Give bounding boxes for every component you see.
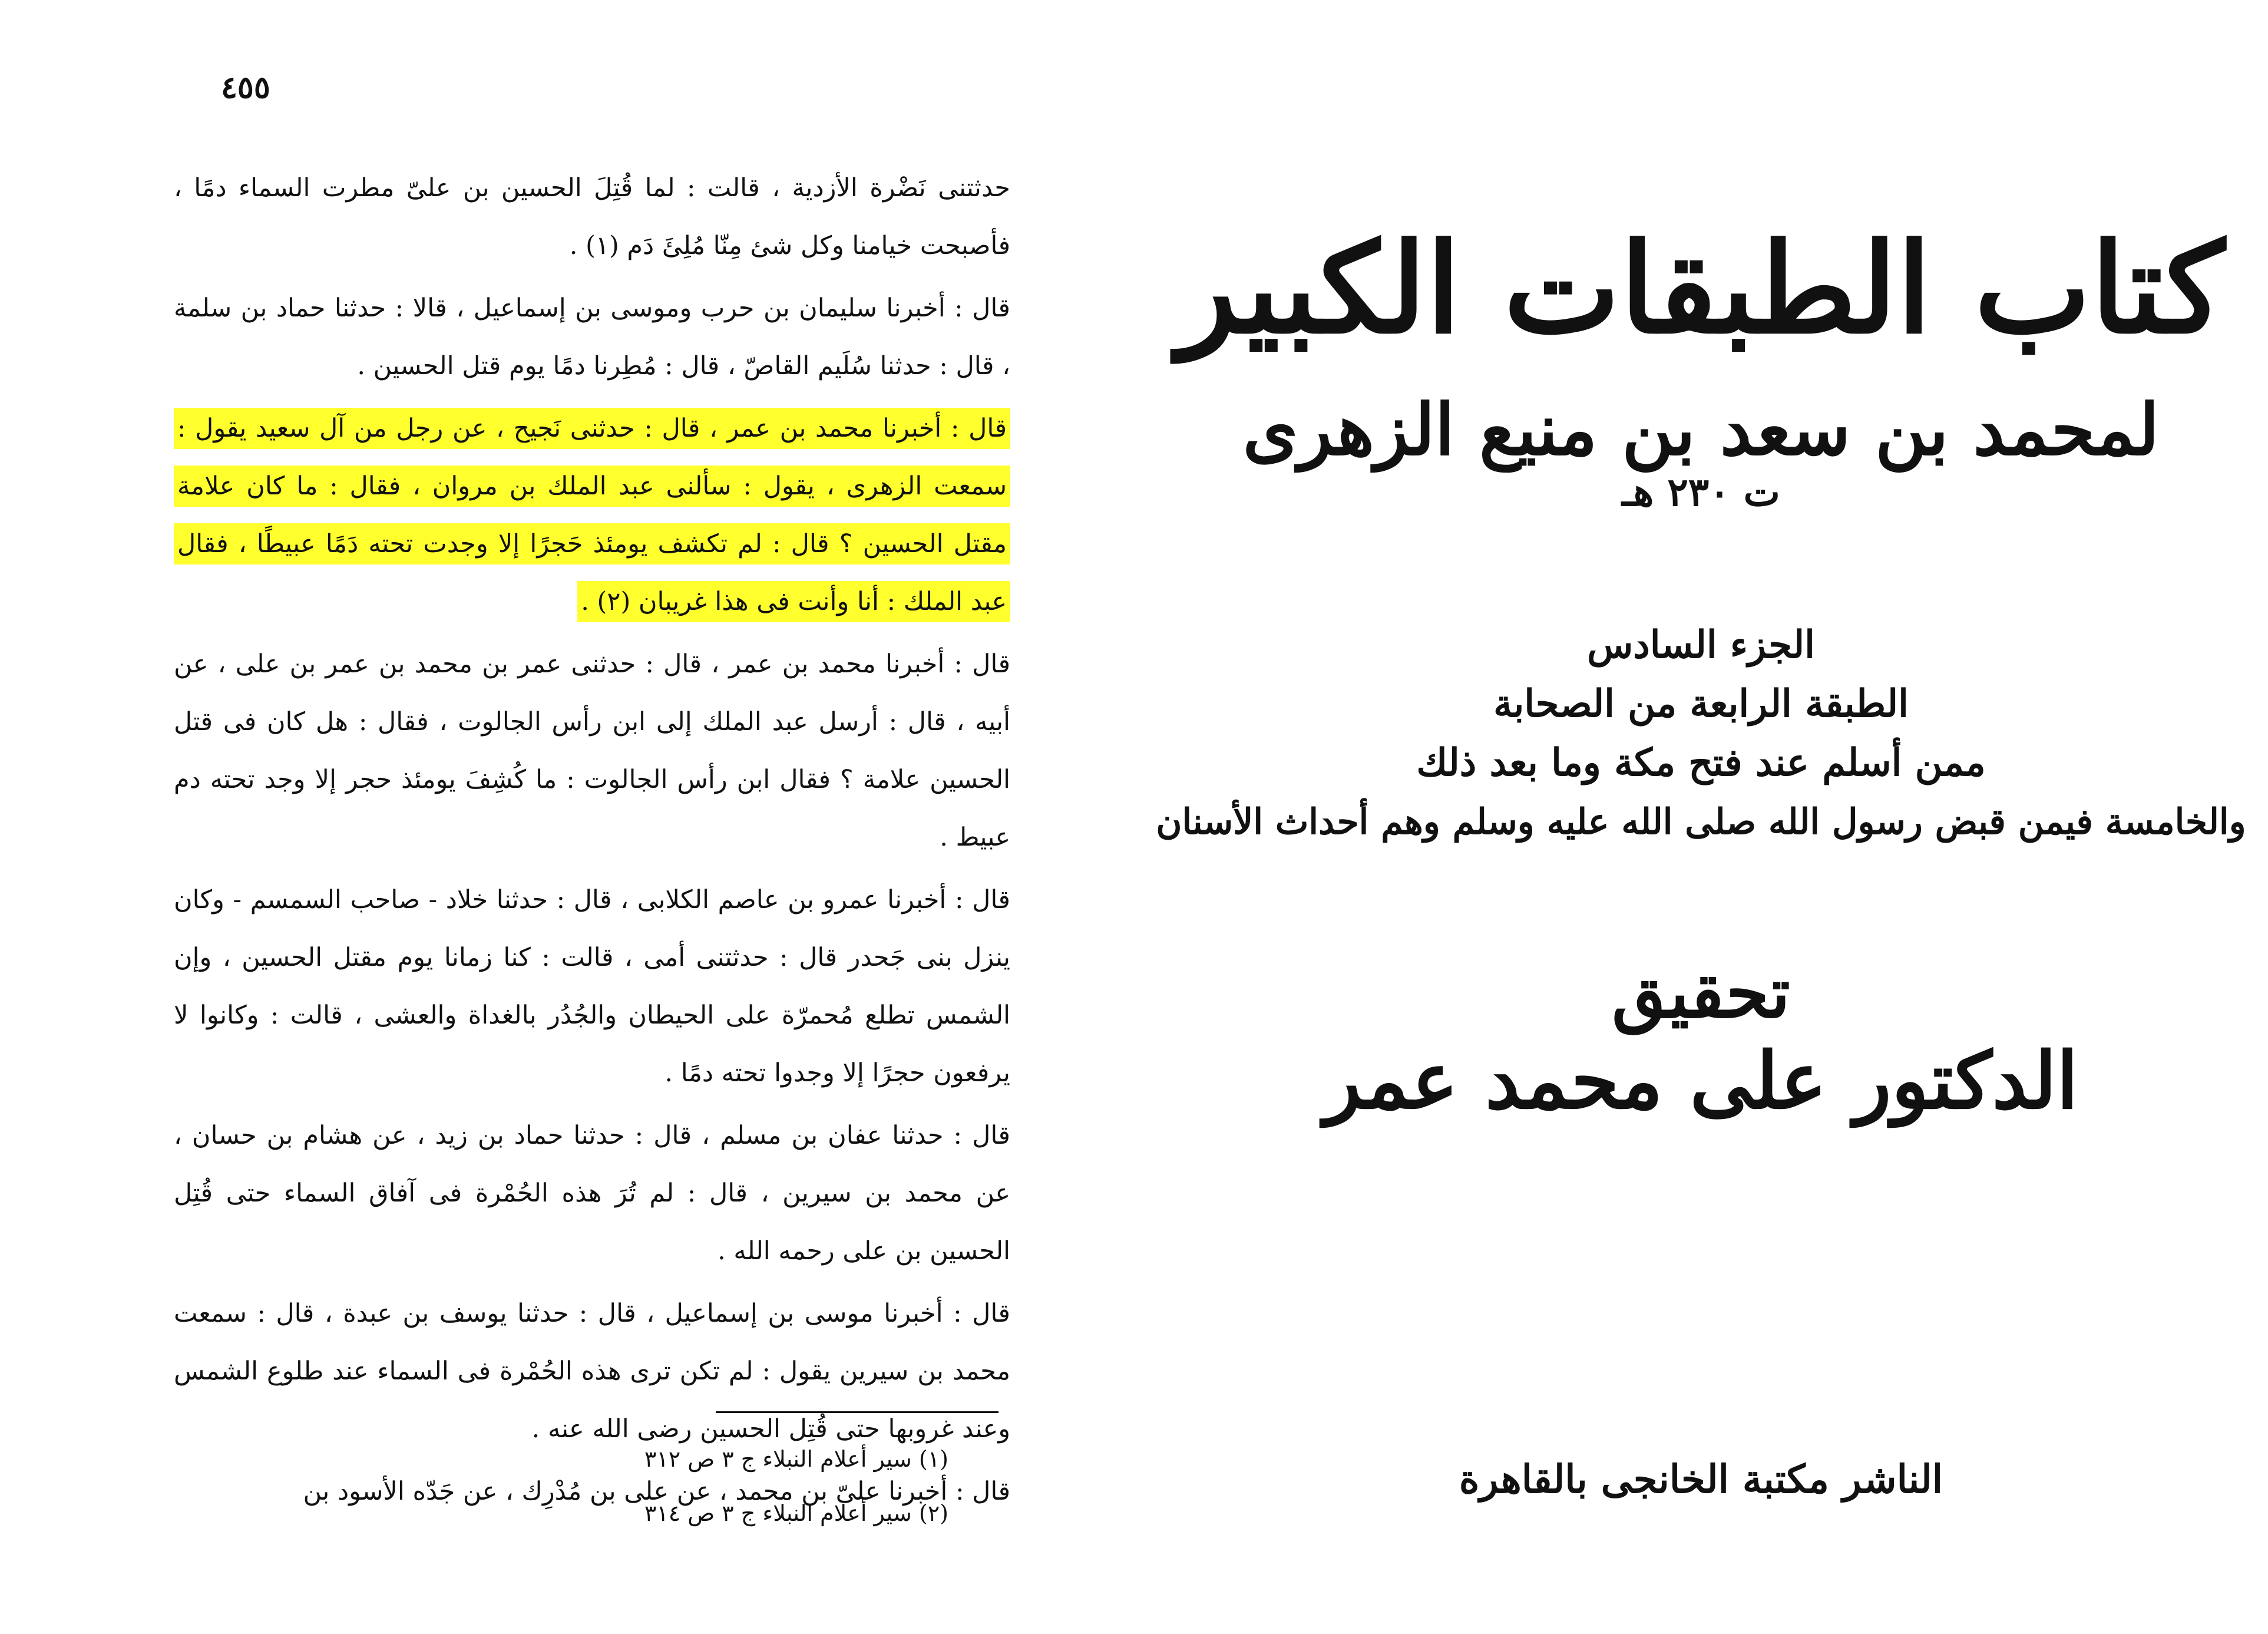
book-title: كتاب الطبقات الكبير (1177, 216, 2225, 361)
paragraph: قال : حدثنا عفان بن مسلم ، قال : حدثنا حماد بن زيد ، عن هشام بن حسان ، عن محمد بن سيرين ، قال : لم تُرَ هذه الحُمْرة فى آفاق السماء حتى قُتِل الحسين بن على رحمه الله . (174, 1121, 1010, 1266)
editor-label: تحقيق (1612, 952, 1790, 1034)
subtitle-line: والخامسة فيمن قبض رسول الله صلى الله عليه وسلم وهم أحداث الأسنان (1156, 801, 2246, 843)
paragraph: قال : أخبرنا علىّ بن محمد ، عن على بن مُدْرِك ، عن جَدّه الأسود بن (303, 1477, 1010, 1506)
footnote: (٢) سير أعلام النبلاء ج ٣ ص ٣١٤ (644, 1500, 948, 1526)
footnote-divider (716, 1411, 999, 1413)
paragraph: حدثتنى نَضْرة الأزدية ، قالت : لما قُتِلَ الحسين بن علىّ مطرت السماء دمًا ، فأصبحت خيامنا وكل شئ مِنّا مُلِئَ دَم (١) . (174, 173, 1010, 260)
footnotes (607, 1432, 948, 1540)
volume-label: الجزء السادس (1587, 623, 1815, 667)
highlighted-paragraph (174, 400, 1010, 631)
footnote: (١) سير أعلام النبلاء ج ٣ ص ٣١٢ (644, 1446, 948, 1472)
subtitle-line: ممن أسلم عند فتح مكة وما بعد ذلك (1416, 741, 1986, 785)
right-page (1134, 0, 2268, 1634)
publisher: الناشر مكتبة الخانجى بالقاهرة (1459, 1456, 1943, 1502)
death-year: ت ٢٣٠ هـ (1622, 469, 1780, 515)
paragraph: قال : أخبرنا محمد بن عمر ، قال : حدثنى عمر بن محمد بن عمر بن على ، عن أبيه ، قال : أرسل عبد الملك إلى ابن رأس الجالوت ، فقال : هل كان فى قتل الحسين علامة ؟ فقال ابن رأس الجالوت : ما كُشِفَ يومئذ حجر إلا وجد تحته دم عبيط . (174, 649, 1010, 852)
editor-name: الدكتور على محمد عمر (1324, 1035, 2078, 1127)
paragraph: قال : أخبرنا موسى بن إسماعيل ، قال : حدثنا يوسف بن عبدة ، قال : سمعت محمد بن سيرين يقول : لم تكن ترى هذه الحُمْرة فى السماء عند طلوع الشمس وعند غروبها حتى قُتِل الحسين رضى الله عنه . (174, 1299, 1010, 1444)
author-name: لمحمد بن سعد بن منيع الزهرى (1242, 388, 2160, 471)
highlight-mark: قال : أخبرنا محمد بن عمر ، قال : حدثنى نَجيح ، عن رجل من آل سعيد يقول : سمعت الزهرى ، يقول : سألنى عبد الملك بن مروان ، فقال : ما كان علامة مقتل الحسين ؟ قال : لم تكشف يومئذ حَجرًا إلا وجدت تحته دَمًا عبيطًا ، فقال عبد الملك : أنا وأنت فى هذا غريبان (٢) . (174, 408, 1010, 622)
subtitle-line: الطبقة الرابعة من الصحابة (1493, 682, 1909, 726)
page-number: ٤٥٥ (221, 70, 270, 105)
paragraph: قال : أخبرنا سليمان بن حرب وموسى بن إسماعيل ، قالا : حدثنا حماد بن سلمة ، قال : حدثنا سُلَيم القاصّ ، قال : مُطِرنا دمًا يوم قتل الحسين . (174, 293, 1010, 381)
body-text (174, 159, 1010, 1525)
paragraph: قال : أخبرنا عمرو بن عاصم الكلابى ، قال : حدثنا خلاد - صاحب السمسم - وكان ينزل بنى جَحدر قال : حدثتنى أمى ، قالت : كنا زمانا يوم مقتل الحسين ، وإن الشمس تطلع مُحمرّة على الحيطان والجُدُر بالغداة والعشى ، قالت : وكانوا لا يرفعون حجرًا إلا وجدوا تحته دمًا . (174, 885, 1010, 1088)
